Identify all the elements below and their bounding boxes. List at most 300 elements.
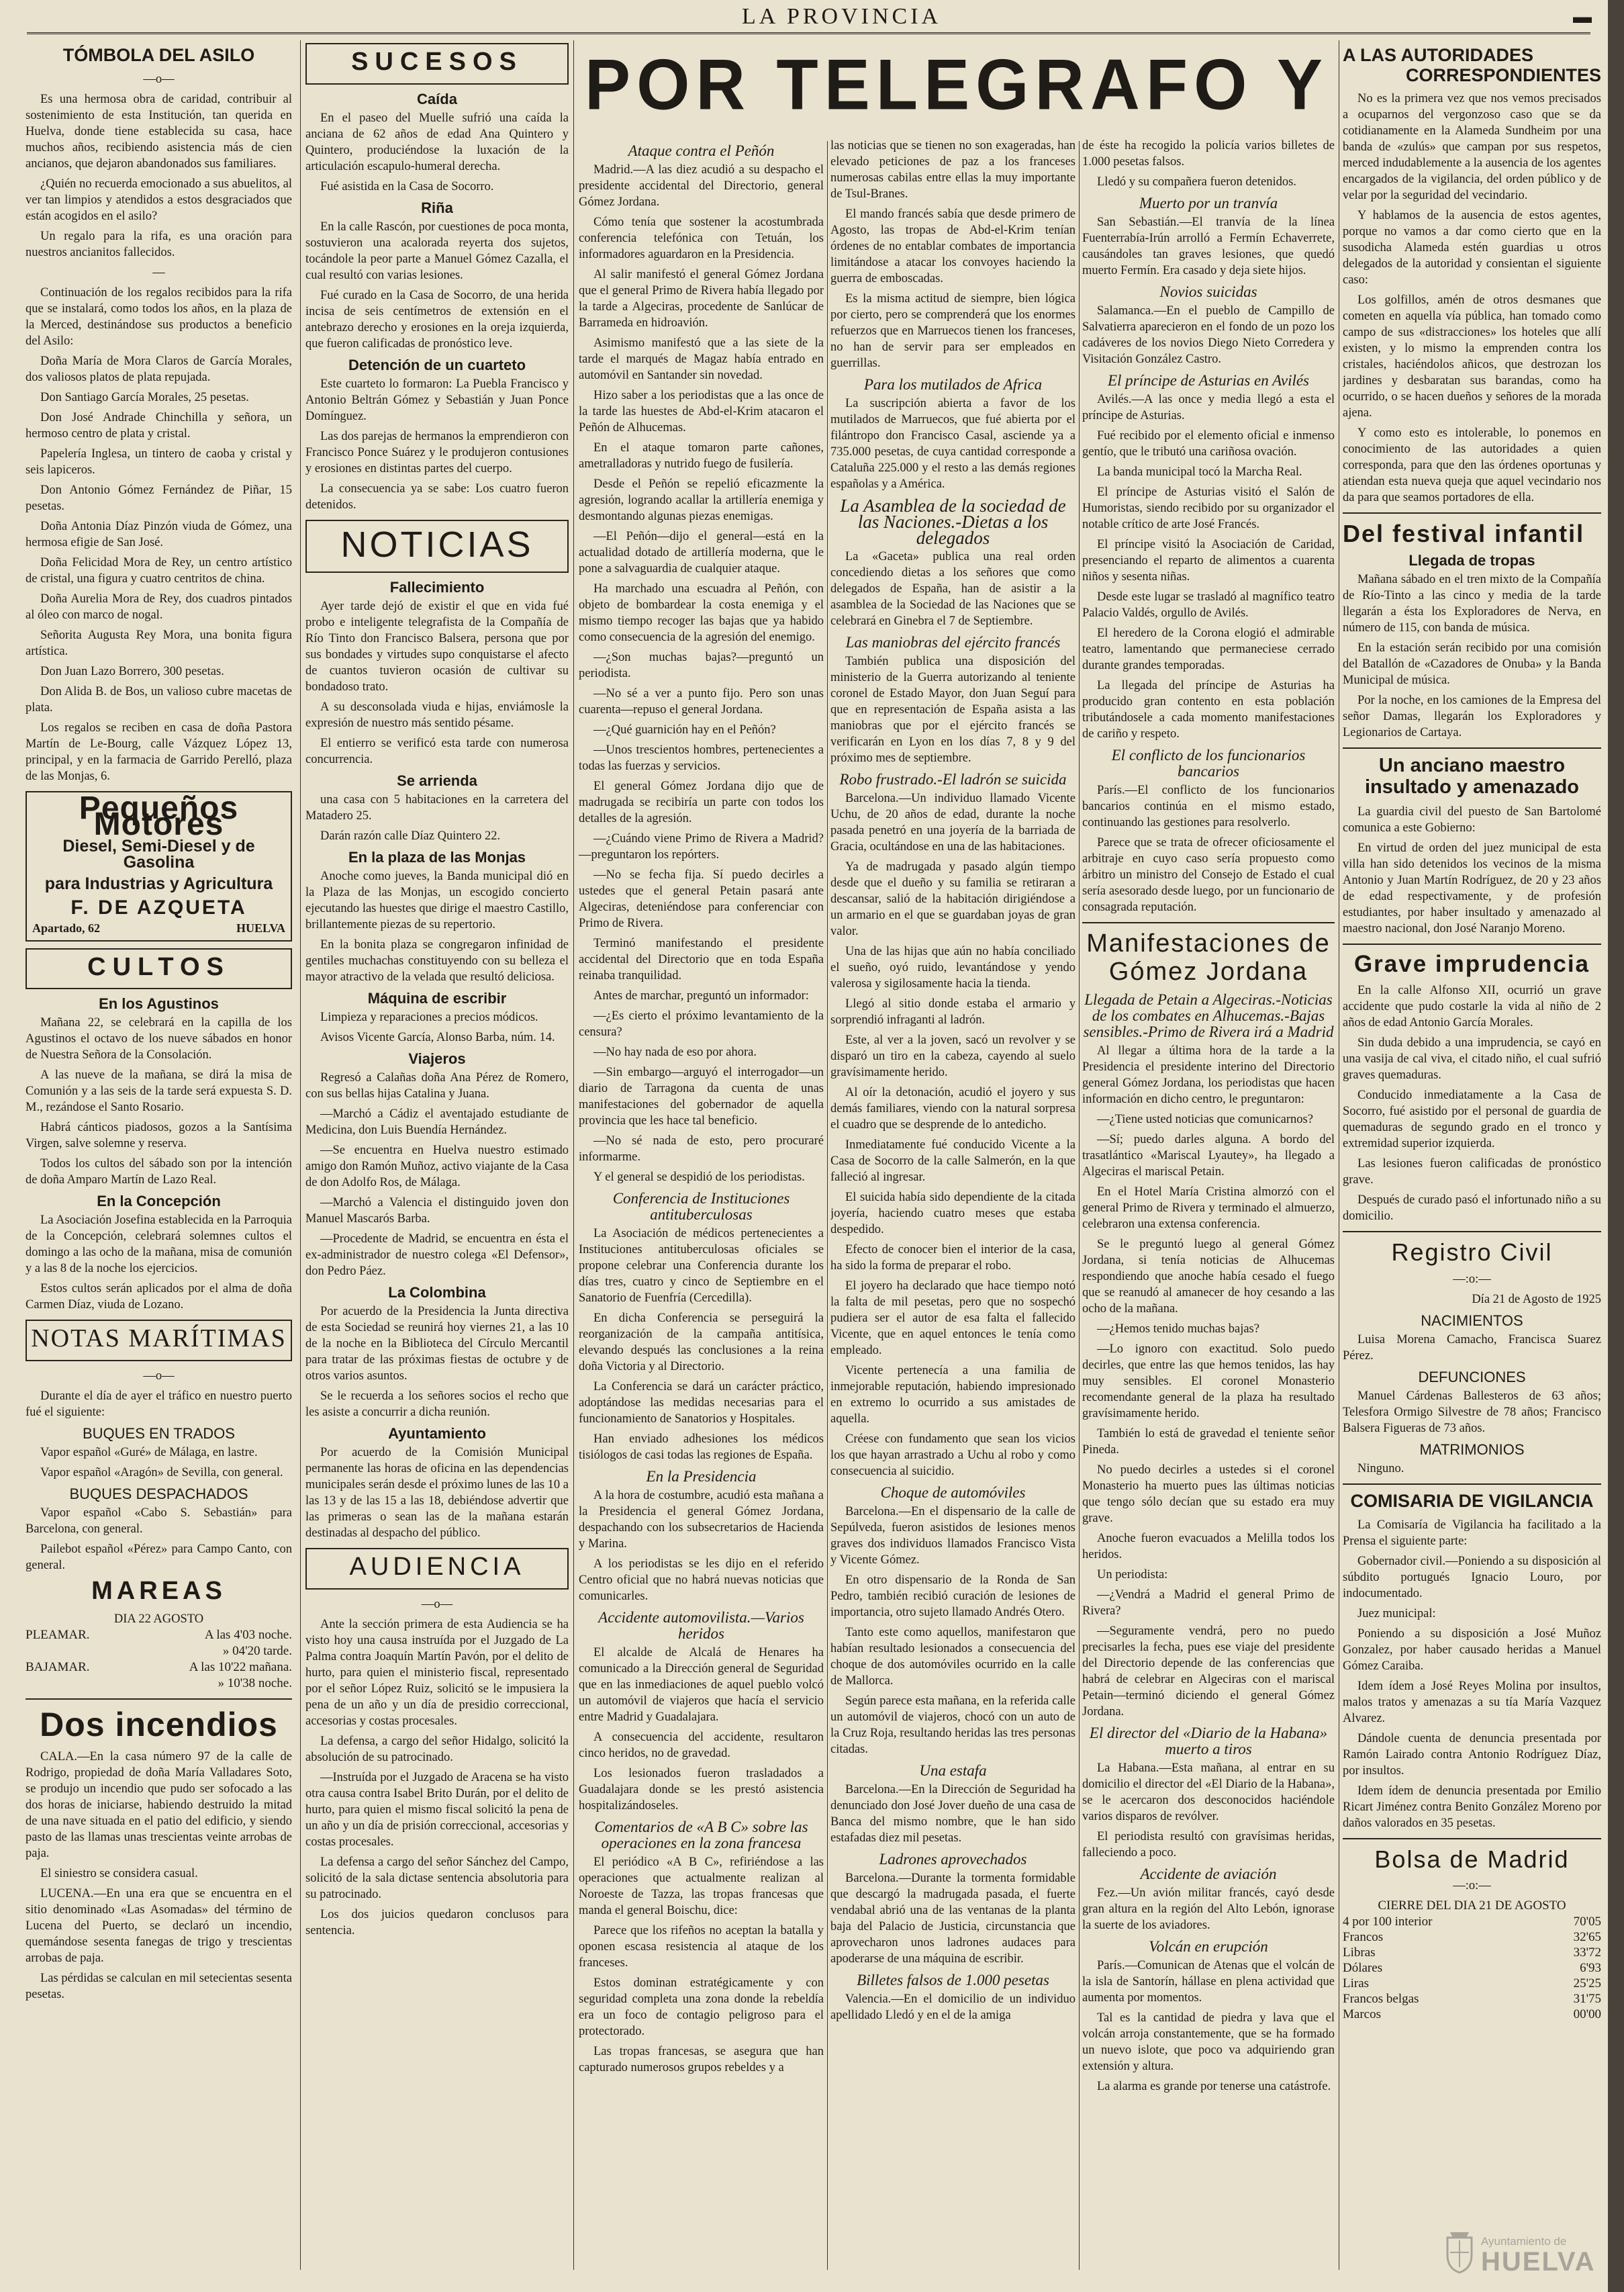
festival-title: Del festival infantil: [1343, 520, 1585, 548]
tombola-item: Doña María de Mora Claros de García Morales, dos valiosos platos de plata repujada.: [26, 354, 292, 384]
news-text: La suscripción abierta a favor de los mutilados de Marruecos, que fué abierta por el filántropo don Francisco Casal, asciende ya a 735.000 pesetas, de cuya cantidad corresponde a Cataluña 225.000 y el resto a las demás regiones españolas y a América.: [830, 397, 1076, 491]
sucesos-text: Fué asistida en la Casa de Socorro.: [320, 179, 494, 193]
news-heading: Comentarios de «A B C» sobre las operaciones en la zona francesa: [594, 1819, 808, 1851]
noticias-subheading: En la plaza de las Monjas: [348, 849, 526, 866]
news-text: —Unos trescientos hombres, pertenecientes a todas las fuerzas y servicios.: [579, 743, 824, 773]
news-text: —¿Tiene usted noticias que comunicarnos?: [1097, 1112, 1313, 1126]
news-text: El suicida había sido dependiente de la citada joyería, haciendo cuatro meses que estaba despedido.: [830, 1191, 1076, 1236]
news-text: Han enviado adhesiones los médicos tisiólogos de casi todas las regiones de España.: [579, 1432, 824, 1462]
bolsa-label: Marcos: [1343, 2007, 1381, 2022]
news-heading: Choque de automóviles: [880, 1484, 1026, 1501]
news-text: Este, al ver a la joven, sacó un revolver y se disparó un tiro en la cabeza, cayendo al suelo gravísimamente herido.: [830, 1034, 1076, 1079]
tombola-item: Doña Antonia Díaz Pinzón viuda de Gómez, una hermosa efigie de San José.: [26, 519, 292, 549]
divider: [26, 1698, 292, 1700]
registro-text: Ninguno.: [1357, 1461, 1404, 1475]
news-text: También publica una disposición del ministerio de la Guerra autorizando al teniente coronel de Estado Mayor, don Juan Seguí para que en representación de España asista a las maniobras que por el ejército francés se verificarán en Lyon en los días 7, 8 y 9 del próximo mes de septiembre.: [830, 655, 1076, 765]
notas-text: Vapor español «Cabo S. Sebastián» para Barcelona, con general.: [26, 1506, 292, 1537]
anciano-text: La guardia civil del puesto de San Bartolomé comunica a este Gobierno:: [1343, 805, 1601, 835]
tombola-item: Don Antonio Gómez Fernández de Piñar, 15 pesetas.: [26, 483, 292, 513]
bolsa-row: [1343, 1929, 1601, 1945]
bolsa-header: CIERRE DEL DIA 21 DE AGOSTO: [1378, 1898, 1566, 1913]
tide-value: A las 10'22 mañana.: [189, 1660, 292, 1675]
news-heading: El director del «Diario de la Habana» muerto a tiros: [1089, 1724, 1328, 1757]
separator: —: [152, 265, 165, 279]
bolsa-value: 25'25: [1573, 1976, 1601, 1991]
news-text: Créese con fundamento que sean los vicios los que hayan arrastrado a Uchu al robo y como consecuencia al suicidio.: [830, 1432, 1076, 1478]
noticias-text: Se le recuerda a los señores socios el recho que les asiste a concurrir a dicha reunión.: [305, 1389, 569, 1420]
news-text: La «Gaceta» publica una real orden concediendo dietas a los señores que como delegados de España, han de asistir a la asamblea de la Sociedad de las Naciones que se celebrará en Ginebra el 7 de Septiembre.: [830, 550, 1076, 628]
news-text: La banda municipal tocó la Marcha Real.: [1097, 465, 1302, 479]
grave-text: Después de curado pasó el infortunado niño a su domicilio.: [1343, 1193, 1601, 1224]
noticias-text: Ayer tarde dejó de existir el que en vida fué probo e inteligente telegrafista de la Compañía de Río Tinto don Francisco Balsera, persona que por sus bondades y virtudes supo conquistarse el afecto de cuantos tuvieron ocasión de cultivar su bondadoso trato.: [305, 600, 569, 694]
noticias-subheading: Máquina de escribir: [367, 990, 507, 1007]
column-5: [1082, 138, 1335, 2266]
news-text: Efecto de conocer bien el interior de la casa, ha sido la forma de preparar el robo.: [830, 1243, 1076, 1273]
bolsa-label: Dólares: [1343, 1961, 1383, 1976]
separator: —o—: [421, 1597, 453, 1611]
news-text: las noticias que se tienen no son exageradas, han elevado peticiones de paz a los franceses numerosas cabilas entre ellas la muy importante de Tsul-Branes.: [830, 139, 1076, 201]
tombola-text: Un regalo para la rifa, es una oración para nuestros ancianitos fallecidos.: [26, 229, 292, 259]
noticias-text: Por acuerdo de la Comisión Municipal permanente las horas de oficina en las dependencias municipales serán desde el próximo lunes de las 10 a las 13 y de las 15 a las 18, debiéndose advertir que las primeras o sean las de la mañana estarán destinadas al despacho del público.: [305, 1446, 569, 1541]
news-heading: Ladrones aprovechados: [879, 1851, 1027, 1868]
mareas-title: MAREAS: [91, 1577, 226, 1606]
separator: —:o:—: [1453, 1272, 1491, 1286]
news-text: Se le preguntó luego al general Gómez Jordana, si tenía noticias de Alhucemas respondiendo que anoche había cesado el fuego que se reanudó al amanecer de hoy cesando a las ocho de la mañana.: [1082, 1237, 1335, 1316]
news-text: —Sí; puedo darles alguna. A bordo del trasatlántico «Mariscal Lyautey», ha llegado a Algeciras el mariscal Petain.: [1082, 1132, 1335, 1179]
news-text: —¿Cuándo viene Primo de Rivera a Madrid?—preguntaron los repórters.: [579, 832, 824, 862]
grave-text: En la calle Alfonso XII, ocurrió un grave accidente que pudo costarle la vida al niño de 2 años de edad Antonio García Morales.: [1343, 984, 1601, 1030]
bolsa-label: 4 por 100 interior: [1343, 1915, 1433, 1929]
news-text: Es la misma actitud de siempre, bien lógica por cierto, pero se comprenderá que los enormes refuerzos que en Marruecos tienen los franceses, no han de servir para ser empleados en guerrillas.: [830, 292, 1076, 370]
notas-subheading: BUQUES DESPACHADOS: [69, 1485, 248, 1503]
noticias-text: Anoche como jueves, la Banda municipal dió en la Plaza de las Monjas, un escogido concierto ejecutando las huestes que dirige el maestro Castillo, brillantemente piezas de su repertorio.: [305, 870, 569, 932]
notas-text: Vapor español «Aragón» de Sevilla, con general.: [40, 1466, 283, 1480]
news-text: Parece que se trata de ofrecer oficiosamente el arbitraje en cuyo caso sería propuesto como árbitro un ministro del Consejo de Estado el cual sería asesorado desde luego, por un funcionario de consagrada reputación.: [1082, 836, 1335, 914]
notas-text: Pailebot español «Pérez» para Campo Canto, con general.: [26, 1543, 292, 1573]
festival-text: En la estación serán recibido por una comisión del Batallón de «Cazadores de Onuba» y la Banda Municipal de música.: [1343, 641, 1601, 687]
comisaria-text: Poniendo a su disposición a José Muñoz Gonzalez, por haber causado heridas a Manuel Gómez Caraiba.: [1343, 1626, 1601, 1673]
comisaria-title: COMISARIA DE VIGILANCIA: [1350, 1490, 1594, 1511]
comisaria-text: Juez municipal:: [1357, 1606, 1436, 1620]
news-text: —¿Qué guarnición hay en el Peñón?: [593, 723, 776, 737]
sucesos-subheading: Detención de un cuarteto: [348, 356, 526, 373]
tide-row: [26, 1676, 292, 1692]
noticias-title-box: [305, 520, 569, 573]
news-heading: El príncipe de Asturias en Avilés: [1107, 372, 1310, 389]
news-text: Según parece esta mañana, en la referida calle un automóvil de viajeros, chocó con un auto de la Cruz Roja, resultando heridas las tres personas citadas.: [830, 1694, 1076, 1756]
bolsa-label: Francos belgas: [1343, 1992, 1419, 2007]
autoridades-text: Y hablamos de la ausencia de estos agentes, porque no vamos a dar como cierto que en la susodicha Alameda estén guardias u otros delegados de la autoridad y consientan el siguiente caso:: [1343, 209, 1601, 287]
noticias-subheading: Se arrienda: [397, 772, 477, 790]
news-text: No puedo decirles a ustedes si el coronel Monasterio ha muerto pues las últimas noticias que tengo sólo decían que su estado era muy grave.: [1082, 1463, 1335, 1525]
ad-title: Pequeños Motores: [79, 790, 239, 842]
news-heading: Muerto por un tranvía: [1139, 195, 1278, 212]
news-text: Barcelona.—En la Dirección de Seguridad ha denunciado don José Jover dueño de una casa de Banca del mismo nombre, que le han sido estafadas diez mil pesetas.: [830, 1783, 1076, 1845]
news-text: —No hay nada de eso por ahora.: [593, 1046, 757, 1059]
notas-title-box: [26, 1320, 292, 1361]
cultos-text: La Asociación Josefina establecida en la Parroquia de la Concepción, celebrará solemnes cultos el domingo a las ocho de la mañana, misa de comunión y a las 8 de la noche los ejercicios.: [26, 1213, 292, 1276]
sucesos-text: En la calle Rascón, por cuestiones de poca monta, sostuvieron una acalorada reyerta dos sujetos, tocándole la peor parte a Manuel Gómez Cazalla, el cual resultó con varias lesiones.: [305, 220, 569, 282]
noticias-text: Regresó a Calañas doña Ana Pérez de Romero, con sus bellas hijas Catalina y Juana.: [305, 1071, 569, 1101]
tombola-item: Don Alida B. de Bos, un valioso cubre macetas de plata.: [26, 684, 292, 715]
news-text: Tanto este como aquellos, manifestaron que habían resultado lesionados a consecuencia del choque de dos automóviles ocurrido en la calle de Mallorca.: [830, 1626, 1076, 1688]
column-rule: [573, 40, 574, 2270]
sucesos-text: La consecuencia ya se sabe: Los cuatro fueron detenidos.: [305, 482, 569, 512]
news-text: París.—El conflicto de los funcionarios bancarios continúa en el mismo estado, continuando las gestiones para resolverlo.: [1082, 784, 1335, 829]
sucesos-text: En el paseo del Muelle sufrió una caída la anciana de 62 años de edad Ana Quintero y Quintero, produciéndose la luxación de la articulación escapulo-humeral derecha.: [305, 111, 569, 173]
news-text: —No se fecha fija. Sí puedo decirles a ustedes que el general Petain pasará ante Algeciras, deteniéndose para conferenciar con Primo de Rivera.: [579, 868, 824, 930]
noticias-text: Darán razón calle Díaz Quintero 22.: [320, 829, 501, 843]
cultos-subheading: En los Agustinos: [99, 995, 219, 1013]
noticias-subheading: Ayuntamiento: [388, 1425, 486, 1442]
registro-text: Luisa Morena Camacho, Francisca Suarez Pérez.: [1343, 1332, 1601, 1363]
noticias-subheading: Viajeros: [408, 1050, 466, 1068]
news-heading: Llegada de Petain a Algeciras.-Noticias de los combates en Alhucemas.-Bajas sensibles.-Primo de Rivera irá a Madrid: [1083, 991, 1334, 1040]
news-text: —No sé a ver a punto fijo. Pero son unas cuarenta—repuso el general Jordana.: [579, 687, 824, 717]
noticias-title: NOTICIAS: [340, 524, 534, 565]
sucesos-text: Las dos parejas de hermanos la emprendieron con Francisco Ponce Suárez y le produjeron contusiones y erosiones en distintas partes del cuerpo.: [305, 429, 569, 475]
news-text: Hizo saber a los periodistas que a las once de la tarde las huestes de Abd-el-Krim atacaron el Peñón de Alhucemas.: [579, 389, 824, 434]
news-text: Tal es la cantidad de piedra y lava que el volcán arroja constantemente, que se ha formado un nuevo islote, que poco va adquiriendo gran extensión y altura.: [1082, 2011, 1335, 2073]
sucesos-title-box: [305, 43, 569, 85]
ad-company: F. DE AZQUETA: [70, 896, 247, 919]
bolsa-row: [1343, 1976, 1601, 1991]
news-text: Los lesionados fueron trasladados a Guadalajara donde se les prestó asistencia hospitalizándoseles.: [579, 1767, 824, 1813]
separator: —o—: [143, 72, 175, 86]
news-text: Desde este lugar se trasladó al magnífico teatro Palacio Valdés, orgullo de Avilés.: [1082, 590, 1335, 620]
bolsa-row: [1343, 1991, 1601, 2007]
news-heading: Conferencia de Instituciones antituberculosas: [612, 1190, 790, 1223]
bolsa-label: Liras: [1343, 1976, 1370, 1991]
news-text: Al llegar a última hora de la tarde a la Presidencia el presidente interino del Directorio general Gómez Jordana, los periodistas que hacen información en dicho centro, le preguntaron:: [1082, 1044, 1335, 1106]
anciano-title: Un anciano maestro insultado y amenazado: [1364, 754, 1580, 798]
news-text: Vicente pertenecía a una familia de inmejorable reputación, habiendo impresionado en extremo lo ocurrido a sus amistades de aquella.: [830, 1364, 1076, 1426]
news-text: El alcalde de Alcalá de Henares ha comunicado a la Dirección general de Seguridad que en las inmediaciones de aquel pueblo volcó un automóvil de viajeros que hacía el servicio entre Madrid y Guadalajara.: [579, 1646, 824, 1724]
news-heading: Las maniobras del ejército francés: [845, 634, 1061, 651]
tombola-text: Continuación de los regalos recibidos para la rifa que se instalará, como todos los años, en la plaza de la Merced, destinándose sus productos a beneficio del Asilo:: [26, 285, 292, 348]
registro-subheading: NACIMIENTOS: [1421, 1312, 1523, 1329]
noticias-text: —Procedente de Madrid, se encuentra en ésta el ex-administrador de nuestro colega «El Defensor», don Pedro Páez.: [305, 1232, 569, 1279]
news-text: A consecuencia del accidente, resultaron cinco heridos, no de gravedad.: [579, 1731, 824, 1760]
bolsa-value: 6'93: [1580, 1961, 1601, 1976]
news-text: También lo está de gravedad el teniente señor Pineda.: [1082, 1426, 1335, 1457]
news-text: En dicha Conferencia se perseguirá la reorganización de la campaña antitísica, elevando después las conclusiones a la reina doña Victoria y al Directorio.: [579, 1312, 824, 1373]
news-heading: Volcán en erupción: [1149, 1937, 1268, 1955]
noticias-text: El entierro se verificó esta tarde con numerosa concurrencia.: [305, 737, 569, 767]
audiencia-text: La defensa a cargo del señor Sánchez del Campo, solicitó de la sala dictase sentencia absolutoria para su patrocinado.: [305, 1855, 569, 1901]
sucesos-subheading: Riña: [421, 199, 453, 216]
sucesos-subheading: Caída: [417, 90, 457, 107]
ad-subtitle: para Industrias y Agricultura: [44, 874, 273, 893]
news-heading: Novios suicidas: [1159, 283, 1257, 300]
notas-text: Durante el día de ayer el tráfico en nuestro puerto fué el siguiente:: [26, 1389, 292, 1420]
bolsa-value: 00'00: [1573, 2007, 1601, 2022]
tombola-item: Señorita Augusta Rey Mora, una bonita figura artística.: [26, 628, 292, 658]
grave-text: Sin duda debido a una imprudencia, se cayó en una vasija de cal viva, el citado niño, el cual sufrió graves quemaduras.: [1343, 1036, 1601, 1083]
news-text: Barcelona.—Un individuo llamado Vicente Uchu, de 20 años de edad, durante la noche pasada penetró en una joyería de la barriada de Gracia, ocultándose en una de las habitaciones.: [830, 792, 1076, 854]
news-text: El joyero ha declarado que hace tiempo notó la falta de mil pesetas, pero que no sospechó pudiera ser el autor de esa falta el fallecido Vicente, que en aquel entonces le tenía como empleado.: [830, 1279, 1076, 1357]
news-text: Y el general se despidió de los periodistas.: [593, 1171, 805, 1184]
noticias-subheading: La Colombina: [388, 1284, 486, 1301]
coat-of-arms-icon: [1443, 2228, 1476, 2275]
noticias-text: —Marchó a Valencia el distinguido joven don Manuel Mascarós Barba.: [305, 1196, 569, 1226]
news-text: Barcelona.—Durante la tormenta formidable que descargó la madrugada pasada, el fuerte vendabal abrió una de las ventanas de la planta baja del Palacio de Justicia, circunstancia que aprovecharon unos ladrones audaces para apoderarse de una máquina de escribir.: [830, 1872, 1076, 1966]
news-text: Las tropas francesas, se asegura que han capturado numerosos grupos rebeldes y a: [579, 2045, 824, 2074]
news-text: Fué recibido por el elemento oficial e inmenso gentío, que le tributó una cariñosa ovación.: [1082, 429, 1335, 459]
news-text: Cómo tenía que sostener la acostumbrada conferencia telefónica con Tetuán, los informadores aguardaron en la Presidencia.: [579, 216, 824, 261]
noticias-text: A su desconsolada viuda e hijas, enviámosle la expresión de nuestro más sentido pésame.: [305, 700, 569, 731]
news-text: París.—Comunican de Atenas que el volcán de la isla de Santorín, hállase en plena actividad que aumenta por momentos.: [1082, 1958, 1335, 2005]
news-text: Ya de madrugada y pasado algún tiempo desde que el dueño y su familia se retiraran a descansar, salió de la habitación dirigiéndose a un armario en el que se guardaban joyas de gran valor.: [830, 860, 1076, 938]
cultos-text: Estos cultos serán aplicados por el alma de doña Carmen Díaz, viuda de Lozano.: [26, 1282, 292, 1312]
autoridades-text: Y como esto es intolerable, lo ponemos en conocimiento de las autoridades a quien corresponda, para que den las órdenes oportunas y atiendan esta nueva queja que aquel vecindario nos da para que seamos portadores de ella.: [1343, 426, 1601, 505]
column-6: [1343, 43, 1601, 2279]
tombola-item: Doña Felicidad Mora de Rey, un centro artístico de cristal, una figura y cuatro centritos de china.: [26, 555, 292, 586]
news-text: Madrid.—A las diez acudió a su despacho el presidente accidental del Directorio, general Gómez Jordana.: [579, 163, 824, 209]
column-4: [830, 138, 1076, 2266]
divider: [1343, 1838, 1601, 1839]
news-text: A la hora de costumbre, acudió esta mañana a la Presidencia el general Gómez Jordana, despachando con los subsecretarios de Hacienda y Marina.: [579, 1489, 824, 1551]
news-text: —¿Es cierto el próximo levantamiento de la censura?: [579, 1009, 824, 1039]
autoridades-text: Los golfillos, amén de otros desmanes que cometen en aquella vía pública, han tomado como campo de sus «distracciones» los hoteles que allí existen, y lo mismo la emprenden contra los cristales, haciéndolos añicos, que destrozan los jardines y desbaratan sus barandas, como ha ocurrido, o se hacen dueños y señores de la morada ajena.: [1343, 293, 1601, 420]
news-text: La Conferencia se dará un carácter práctico, adoptándose las medidas necesarias para el funcionamiento de Sanatorios y Hospitales.: [579, 1380, 824, 1426]
news-text: En el Hotel María Cristina almorzó con el general Primo de Rivera y terminado el almuerzo, celebraron una extensa conferencia.: [1082, 1185, 1335, 1231]
news-text: Una de las hijas que aún no había conciliado el sueño, oyó ruido, levantándose y yendo valerosa y sigilosamente hacia la tienda.: [830, 945, 1076, 991]
news-text: de éste ha recogido la policía varios billetes de 1.000 pesetas falsos.: [1082, 139, 1335, 169]
news-text: Lledó y su compañera fueron detenidos.: [1097, 175, 1296, 189]
ad-apartado: Apartado, 62: [32, 921, 101, 935]
cultos-title-box: [26, 948, 292, 990]
news-text: Inmediatamente fué conducido Vicente a la Casa de Socorro de la calle Salmerón, en la que falleció al ingresar.: [830, 1138, 1076, 1184]
news-text: —¿Vendrá a Madrid el general Primo de Rivera?: [1082, 1588, 1335, 1618]
news-text: El periodista resultó con gravísimas heridas, falleciendo a poco.: [1082, 1829, 1335, 1860]
separator: —:o:—: [1453, 1879, 1491, 1893]
audiencia-text: La defensa, a cargo del señor Hidalgo, solicitó la absolución de su patrocinado.: [305, 1734, 569, 1764]
incendios-text: El siniestro se considera casual.: [40, 1867, 198, 1881]
bolsa-label: Libras: [1343, 1945, 1376, 1960]
audiencia-text: Ante la sección primera de esta Audiencia se ha visto hoy una causa instruída por el Juzgado de La Palma contra Joaquín Martín Pavón, por el delito de hurto, para quien el ministerio fiscal, representado por el señor López Ruiz, solicitó se le impusiera la pena de un año y un día de presidio correccional, accesorias y costas procesales.: [305, 1617, 569, 1728]
registro-subheading: MATRIMONIOS: [1419, 1440, 1525, 1458]
tide-label: BAJAMAR.: [26, 1660, 90, 1675]
scan-edge: [1608, 0, 1624, 2292]
news-text: La alarma es grande por tenerse una catástrofe.: [1097, 2079, 1331, 2093]
news-text: Al oír la detonación, acudió el joyero y sus demás familiares, viendo con la natural sorpresa el cuadro que se desprende de lo antedicho.: [830, 1086, 1076, 1132]
news-text: Asimismo manifestó que a las siete de la tarde el marqués de Magaz había entrado en automóvil en Santander sin novedad.: [579, 336, 824, 382]
notas-text: Vapor español «Guré» de Málaga, en lastre.: [40, 1446, 258, 1460]
news-text: La Asociación de médicos pertenecientes a Instituciones antituberculosas oficiales se propone celebrar una Conferencia durante los días tres, cuatro y cinco de Septiembre en el Sanatorio de Fuenfría (Cercedilla).: [579, 1227, 824, 1305]
news-heading: Para los mutilados de Africa: [863, 376, 1043, 393]
grave-text: Las lesiones fueron calificadas de pronóstico grave.: [1343, 1157, 1601, 1187]
telegrafo-banner: [579, 43, 1335, 137]
grave-title: Grave imprudencia: [1353, 950, 1590, 977]
news-text: —Sin embargo—arguyó el interrogador—un diario de Tarragona da cuenta de unas manifestaciones del gobernador de aquella provincia que les hace tal beneficio.: [579, 1066, 824, 1128]
divider: [1343, 944, 1601, 945]
news-text: La Habana.—Esta mañana, al entrar en su domicilio el director del «El Diario de la Habana», se le acercaron dos desconocidos haciéndole varios disparos de revólver.: [1082, 1761, 1335, 1823]
sucesos-text: Este cuarteto lo formaron: La Puebla Francisco y Antonio Beltrán Gómez y Sebastián y Juan Ponce Domínguez.: [305, 377, 569, 423]
column-2: [305, 43, 569, 2259]
sucesos-title: SUCESOS: [351, 48, 523, 76]
bolsa-value: 31'75: [1573, 1992, 1601, 2007]
incendios-text: CALA.—En la casa número 97 de la calle de Rodrigo, propiedad de doña María Valladares Soto, se produjo un incendio que pudo ser sofocado a las dos horas de iniciarse, habiendo destruido la mitad de una nave situada en el patio del edificio, y siendo pasto de las llamas unas trescientas veinte arrobas de paja.: [26, 1750, 292, 1861]
masthead-rule: [27, 32, 1590, 34]
tombola-text: Es una hermosa obra de caridad, contribuir al sostenimiento de esta Institución, tan querida en Huelva, donde tiene establecida su casa, hace muchos años, recibiendo asistencia más de cien ancianos, que dejaron abandonados sus familiares.: [26, 92, 292, 171]
column-rule: [300, 40, 301, 2270]
column-rule: [1079, 141, 1080, 2270]
news-text: —Seguramente vendrá, pero no puedo precisarles la fecha, pues ese viaje del presidente del Directorio depende de las conferencias que habrá de celebrar en Algeciras con el mariscal Petain—terminó diciendo el general Gómez Jordana.: [1082, 1624, 1335, 1718]
news-text: El periódico «A B C», refiriéndose a las operaciones que actualmente realizan al Noroeste de Tazza, las tropas francesas que manda el general Boischu, dice:: [579, 1855, 824, 1917]
bolsa-value: 70'05: [1573, 1915, 1601, 1929]
news-text: Ha marchado una escuadra al Peñón, con objeto de bombardear la costa enemiga y el mismo tiempo recoger las bajas que ya habido como consecuencia de la agresión del enemigo.: [579, 582, 824, 644]
comisaria-text: Dándole cuenta de denuncia presentada por Ramón Lairado contra Antonio Rodríguez Díaz, por insultos.: [1343, 1731, 1601, 1778]
tide-value: » 10'38 noche.: [218, 1676, 292, 1691]
news-text: Desde el Peñón se repelió eficazmente la agresión, logrando acallar la artillería enemiga y desmontando algunas piezas enemigas.: [579, 477, 824, 523]
motors-advertisement: [26, 791, 292, 942]
banner-title: POR TELEGRAFO Y: [585, 44, 1329, 125]
news-heading: Accidente de aviación: [1140, 1865, 1277, 1882]
news-heading: En la Presidencia: [646, 1468, 757, 1485]
bolsa-title: Bolsa de Madrid: [1374, 1845, 1570, 1873]
registro-date: Día 21 de Agosto de 1925: [1472, 1292, 1601, 1306]
news-text: —¿Son muchas bajas?—preguntó un periodista.: [579, 651, 824, 680]
watermark-text: Ayuntamiento de: [1481, 2235, 1567, 2248]
grave-text: Conducido inmediatamente a la Casa de Socorro, fué asistido por el personal de guardia de quemaduras de segundo grado en el tronco y extremidad superior izquierda.: [1343, 1089, 1601, 1151]
bolsa-row: [1343, 1945, 1601, 1960]
news-text: San Sebastián.—El tranvía de la línea Fuenterrabía-Irún arrolló a Fermín Echaverrete, causándoles tan graves lesiones, que quedó muerto Fermín. Era casado y deja siete hijos.: [1082, 216, 1335, 277]
news-text: El príncipe de Asturias visitó el Salón de Humoristas, siendo recibido por su organizador el notable crítico de arte José Francés.: [1082, 486, 1335, 531]
news-text: En otro dispensario de la Ronda de San Pedro, también recibió curación de lesiones de importancia, otro sujeto llamado Andrés Otero.: [830, 1573, 1076, 1619]
bolsa-row: [1343, 1914, 1601, 1929]
news-text: A los periodistas se les dijo en el referido Centro oficial que no habrá nuevas noticias que comunicarles.: [579, 1557, 824, 1603]
comisaria-text: Gobernador civil.—Poniendo a su disposición al súbdito portugués Ignacio Louro, por indocumentado.: [1343, 1554, 1601, 1600]
noticias-subheading: Fallecimiento: [389, 579, 485, 596]
news-text: En el ataque tomaron parte cañones, ametralladoras y nutrido fuego de fusilería.: [579, 441, 824, 471]
tombola-item: Doña Aurelia Mora de Rey, dos cuadros pintados al óleo con marco de nogal.: [26, 592, 292, 622]
separator: —o—: [143, 1369, 175, 1383]
noticias-text: Por acuerdo de la Presidencia la Junta directiva de esta Sociedad se reunirá hoy viernes 21, a las 10 de la noche en la Biblioteca del Círculo Mercantil para tratar de las próximas fiestas de octubre y de otros varios asuntos.: [305, 1305, 569, 1383]
ad-address: [32, 920, 285, 936]
ad-city: HUELVA: [236, 921, 285, 935]
audiencia-title-box: [305, 1548, 569, 1590]
cultos-subheading: En la Concepción: [97, 1193, 221, 1210]
noticias-text: una casa con 5 habitaciones en la carretera del Matadero 25.: [305, 793, 569, 823]
tide-row: [26, 1627, 292, 1643]
news-text: Fez.—Un avión militar francés, cayó desde gran altura en la región del Alto Lebón, ignorase la suerte de los aviadores.: [1082, 1886, 1335, 1932]
autoridades-title: A LAS AUTORIDADES: [1343, 45, 1534, 65]
news-text: Antes de marchar, preguntó un informador:: [593, 989, 809, 1003]
tide-row: [26, 1659, 292, 1676]
cultos-text: Mañana 22, se celebrará en la capilla de los Agustinos el octavo de los nueve sábados en honor de Nuestra Señora de la Consolación.: [26, 1016, 292, 1062]
column-3: [579, 138, 824, 2266]
news-heading: El conflicto de los funcionarios bancarios: [1111, 747, 1306, 780]
cultos-title: CULTOS: [87, 952, 230, 981]
comisaria-text: Idem ídem a José Reyes Molina por insultos, malos tratos y amenazas a su tía María Vazquez Alvarez.: [1343, 1679, 1601, 1725]
anciano-text: En virtud de orden del juez municipal de esta villa han sido detenidos los vecinos de la misma Antonio y Juan Martín Rodríguez, de 20 y 23 años de edad respectivamente, y de profesión estudiantes, por haber insultado y amenazado al maestro nacional, don José Naranjo Moreno.: [1343, 841, 1601, 935]
tombola-text: Los regalos se reciben en casa de doña Pastora Martín de Le-Bourg, calle Vázquez López 13, principal, y en la farmacia de Garrido Perelló, plaza de las Monjas, 6.: [26, 721, 292, 783]
bolsa-row: [1343, 2007, 1601, 2022]
divider: [1343, 747, 1601, 749]
news-text: —Lo ignoro con exactitud. Solo puedo decirles, que entre las que hemos tenidos, las hay muy sensibles. El coronel Monasterio recomendante general de la plaza ha resultado gravísimamente herido.: [1082, 1342, 1335, 1420]
tombola-item: Don Santiago García Morales, 25 pesetas.: [40, 390, 249, 404]
registro-title: Registro Civil: [1391, 1238, 1553, 1267]
noticias-text: Limpieza y reparaciones a precios módicos.: [320, 1011, 538, 1025]
masthead: LA PROVINCIA: [742, 4, 942, 29]
column-1: [26, 43, 292, 2266]
tide-label: PLEAMAR.: [26, 1628, 90, 1643]
news-text: Llegó al sitio donde estaba el armario y sorprendió infraganti al ladrón.: [830, 997, 1076, 1027]
incendios-title: Dos incendios: [40, 1706, 278, 1744]
noticias-text: —Se encuentra en Huelva nuestro estimado amigo don Ramón Muñoz, activo viajante de la Casa de don Adolfo Ros, de Málaga.: [305, 1144, 569, 1190]
cultos-text: A las nueve de la mañana, se dirá la misa de Comunión y a las seis de la tarde será expuesta S. D. M., rezándose el Santo Rosario.: [26, 1068, 292, 1115]
tide-row: [26, 1643, 292, 1659]
news-text: —¿Hemos tenido muchas bajas?: [1097, 1322, 1259, 1336]
archive-watermark: [1443, 2228, 1598, 2281]
bolsa-value: 32'65: [1573, 1930, 1601, 1945]
news-text: —No sé nada de esto, pero procuraré informarme.: [579, 1134, 824, 1164]
comisaria-text: Idem ídem de denuncia presentada por Emilio Ricart Jiménez contra Benito González Moreno por daños valorados en 35 pesetas.: [1343, 1784, 1601, 1830]
news-text: Terminó manifestando el presidente accidental del Directorio que en toda España reinaba tranquilidad.: [579, 937, 824, 982]
news-text: Parece que los rifeños no aceptan la batalla y oponen escasa resistencia al ataque de los franceses.: [579, 1924, 824, 1970]
tombola-item: Don José Andrade Chinchilla y señora, un hermoso centro de plata y cristal.: [26, 410, 292, 441]
festival-text: Mañana sábado en el tren mixto de la Compañía de Río-Tinto a las cinco y media de la tarde llegarán a ésta los Exploradores de Nerva, en número de 115, con banda de música.: [1343, 572, 1601, 635]
autoridades-title: CORRESPONDIENTES: [1405, 64, 1601, 85]
news-heading: Robo frustrado.-El ladrón se suicida: [839, 771, 1067, 788]
column-rule: [827, 141, 828, 2270]
divider: [1343, 1483, 1601, 1485]
tide-value: » 04'20 tarde.: [222, 1644, 292, 1659]
divider: [1082, 922, 1335, 923]
divider: [1343, 512, 1601, 514]
news-heading: Billetes falsos de 1.000 pesetas: [857, 1972, 1049, 1988]
noticias-text: —Marchó a Cádiz el aventajado estudiante de Medicina, don Luis Buendía Hernández.: [305, 1107, 569, 1138]
news-text: Valencia.—En el domicilio de un individuo apellidado Lledó y en el de la amiga: [830, 1992, 1076, 2022]
news-text: Avilés.—A las once y media llegó a esta el príncipe de Asturias.: [1082, 393, 1335, 422]
news-heading: La Asamblea de la sociedad de las Naciones.-Dietas a los delegados: [840, 496, 1066, 548]
cultos-text: Todos los cultos del sábado son por la intención de doña Amparo Martín de Lazo Real.: [26, 1157, 292, 1187]
news-text: —El Peñón—dijo el general—está en la actualidad dotado de artillería moderna, que le pone a salvaguardia de cualquier ataque.: [579, 530, 824, 576]
sucesos-text: Fué curado en la Casa de Socorro, de una herida incisa de seis centímetros de extensión en el antebrazo derecho y erosiones en la oreja izquierda, que fueron calificadas de pronóstico leve.: [305, 288, 569, 351]
tombola-item: Papelería Inglesa, un tintero de caoba y cristal y seis lapiceros.: [26, 447, 292, 477]
audiencia-text: —Instruída por el Juzgado de Aracena se ha visto otra causa contra Isabel Brito Durán, por el delito de hurto, para quien el mismo fiscal solicitó la pena de un año y un día de prisión correccional, accesorias y costas procesales.: [305, 1770, 569, 1849]
news-text: Barcelona.—En el dispensario de la calle de Sepúlveda, fueron asistidos de lesiones menos graves dos individuos llamados Francisco Vista y Vicente Gómez.: [830, 1505, 1076, 1567]
registro-subheading: DEFUNCIONES: [1418, 1368, 1526, 1385]
bolsa-label: Francos: [1343, 1930, 1384, 1945]
tide-value: A las 4'03 noche.: [204, 1628, 292, 1643]
ad-subtitle: Diesel, Semi-Diesel y de Gasolina: [62, 836, 255, 872]
autoridades-text: No es la primera vez que nos vemos precisados a ocuparnos del vergonzoso caso que se da cotidianamente en la Alameda Sundheim por una banda de «zulús» que campan por sus respetos, merced indudablemente a la ausencia de los agentes encargados de la vigilancia, del orden público y de velar por la seguridad del vecindario.: [1343, 92, 1601, 203]
mareas-date: DIA 22 AGOSTO: [113, 1612, 204, 1626]
audiencia-title: AUDIENCIA: [349, 1553, 525, 1582]
news-heading: Una estafa: [919, 1762, 987, 1779]
news-text: El príncipe visitó la Asociación de Caridad, presenciando el reparto de alimentos a cuarenta niños y sesenta niñas.: [1082, 538, 1335, 584]
news-text: Anoche fueron evacuados a Melilla todos los heridos.: [1082, 1531, 1335, 1561]
news-text: El general Gómez Jordana dijo que de madrugada se recibiría un parte con todos los detalles de la agresión.: [579, 780, 824, 825]
notas-title: NOTAS MARÍTIMAS: [31, 1324, 287, 1353]
watermark-name: HUELVA: [1481, 2247, 1596, 2277]
notas-subheading: BUQUES EN TRADOS: [83, 1425, 235, 1442]
jordana-title: Manifestaciones de Gómez Jordana: [1086, 929, 1331, 986]
noticias-text: En la bonita plaza se congregaron infinidad de gentiles muchachas constituyendo con su belleza el mayor atractivo de la velada que resultó deliciosa.: [305, 938, 569, 984]
news-text: Un periodista:: [1097, 1567, 1168, 1582]
audiencia-text: Los dos juicios quedaron conclusos para sentencia.: [305, 1907, 569, 1937]
cultos-text: Habrá cánticos piadosos, gozos a la Santísima Virgen, salve solemne y reserva.: [26, 1121, 292, 1151]
news-text: La llegada del príncipe de Asturias ha producido gran contento en esta población tributándosele a cada momento manifestaciones de cariño y respeto.: [1082, 679, 1335, 741]
news-heading: Accidente automovilista.—Varios heridos: [598, 1609, 804, 1642]
comisaria-text: La Comisaría de Vigilancia ha facilitado a la Prensa el siguiente parte:: [1343, 1518, 1601, 1548]
noticias-text: Avisos Vicente García, Alonso Barba, núm. 14.: [320, 1031, 555, 1045]
page-edge-mark: ▬: [1573, 7, 1592, 28]
bolsa-value: 33'72: [1573, 1945, 1601, 1960]
news-text: El heredero de la Corona elogió el admirable teatro, lamentando que permaneciese cerrado durante grandes temporadas.: [1082, 627, 1335, 672]
